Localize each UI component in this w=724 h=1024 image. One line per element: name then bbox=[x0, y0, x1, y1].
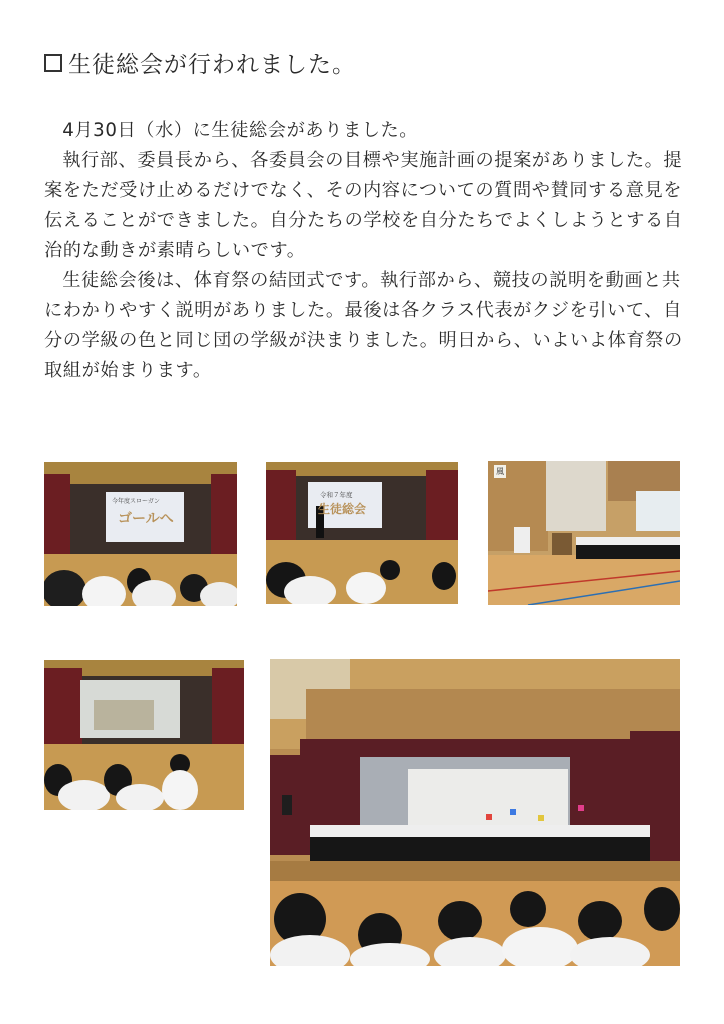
photo-slogan-screen bbox=[44, 462, 237, 606]
photo-video-screen bbox=[44, 660, 244, 810]
article-body bbox=[44, 116, 684, 386]
screen-small-text: 今年度スローガン bbox=[112, 498, 160, 505]
screen-main-text: ゴールへ bbox=[118, 511, 174, 527]
title-text: 生徒総会が行われました。 bbox=[68, 52, 356, 78]
checkbox-icon bbox=[44, 54, 62, 72]
paragraph-ceremony: 生徒総会後は、体育祭の結団式です。執行部から、競技の説明を動画と共にわかりやすく説明がありました。最後は各クラス代表がクジを引いて、自分の学級の色と同じ団の学級が決まりました。明日から、いよいよ体育祭の取組が始まります。 bbox=[44, 270, 683, 381]
photo-class-draw bbox=[270, 659, 680, 966]
screen-main-text: 生徒総会 bbox=[318, 502, 367, 516]
photo-gym-stage bbox=[488, 461, 680, 605]
page-title bbox=[44, 46, 356, 79]
photo-assembly-screen bbox=[266, 462, 458, 604]
banner-sign: 風 bbox=[496, 467, 504, 476]
screen-small-text: 令和７年度 bbox=[320, 491, 353, 499]
paragraph-assembly: 執行部、委員長から、各委員会の目標や実施計画の提案がありました。提案をただ受け止めるだけでなく、その内容についての質問や賛同する意見を伝えることができました。自分たちの学校を自分たちでよくしようとする自治的な動きが素晴らしいです。 bbox=[44, 150, 683, 261]
paragraph-date: 4月30日（水）に生徒総会がありました。 bbox=[62, 120, 419, 141]
